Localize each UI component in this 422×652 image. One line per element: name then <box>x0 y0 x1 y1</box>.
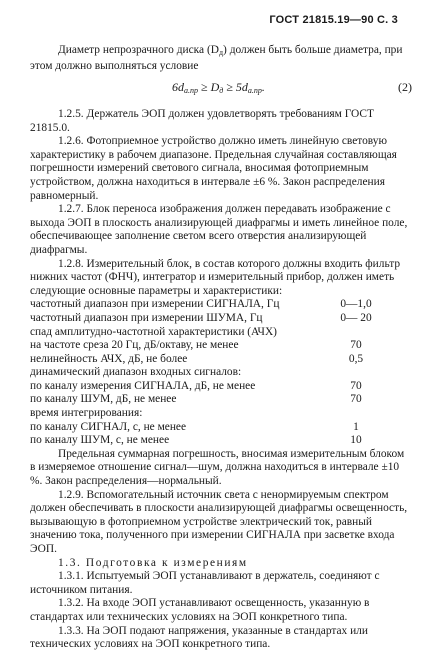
paragraph-1-2-5: 1.2.5. Держатель ЭОП должен удовлетворять требованиям ГОСТ 21815.0. <box>30 108 374 134</box>
formula-expression: $6d_{а.пр} \ge D_д \ge 5d_{а.пр}$. <box>172 80 265 95</box>
param-row: по каналу измерения СИГНАЛА, дБ, не менее 70 <box>30 379 362 392</box>
intro-part2: ) должен быть больше диаметра, при этом должно выполняться условие <box>30 44 403 72</box>
param-row: по каналу ШУМ, с, не менее 10 <box>30 434 362 447</box>
paragraph-1-2-8-tail: Предельная суммарная погрешность, вносимая измерительным блоком в измеряемое отношение сигнал—шум, должна находиться в интервале ±10 %. Закон распределения—нормальный. <box>30 447 405 488</box>
body-text <box>30 108 412 652</box>
paragraph-1-3-2: 1.3.2. На входе ЭОП устанавливают освещенность, указанную в стандартах или технических условиях на ЭОП конкретного типа. <box>30 597 370 623</box>
paragraph-1-3-3: 1.3.3. На ЭОП подают напряжения, указанные в стандартах или технических условиях на ЭОП конкретного типа. <box>30 624 368 651</box>
param-row: на частоте среза 20 Гц, дБ/октаву, не менее 70 <box>30 339 362 352</box>
page-header: ГОСТ 21815.19—90 С. 3 <box>269 14 398 26</box>
formula-2 <box>0 80 422 96</box>
paragraph-1-3-1: 1.3.1. Испытуемый ЭОП устанавливают в держатель, соединяют с источником питания. <box>30 570 380 596</box>
paragraph-1-2-9: 1.2.9. Вспомогательный источник света с ненормируемым спектром должен обеспечивать в плоскости анализирующей диафрагмы освещенность, вызывающую в фотоприемном устройстве электрический ток, равный значению тока, полученного при измерении СИГНАЛА при засветке входа ЭОП. <box>30 488 408 555</box>
paragraph-1-2-6: 1.2.6. Фотоприемное устройство должно иметь линейную световую характеристику в рабочем диапазоне. Предельная случайная составляющая погрешности измерений светового сигнала, вносимая фотоприемным устройством, должна находиться в интервале ±6 %. Закон распределения равномерный. <box>30 135 397 202</box>
param-row: по каналу СИГНАЛ, с, не менее 1 <box>30 420 359 433</box>
formula-number: (2) <box>398 80 412 94</box>
parameters-list <box>30 298 412 448</box>
section-heading-1-3: 1.3. Подготовка к измерениям <box>58 556 248 569</box>
param-row: спад амплитудно-частотной характеристики (АЧХ) <box>30 325 277 338</box>
intro-subscript: д <box>218 48 224 57</box>
paragraph-1-2-8: 1.2.8. Измерительный блок, в состав которого должны входить фильтр нижних частот (ФНЧ), интегратор и измерительный прибор, должен иметь следующие основные параметры и характеристики: <box>30 257 401 297</box>
param-row: динамический диапазон входных сигналов: <box>30 366 242 379</box>
param-row: частотный диапазон при измерении ШУМА, Гц 0— 20 <box>30 311 372 324</box>
param-row: нелинейность АЧХ, дБ, не более 0,5 <box>30 352 364 365</box>
intro-part1: Диаметр непрозрачного диска (D <box>58 44 219 56</box>
paragraph-1-2-7: 1.2.7. Блок переноса изображения должен передавать изображение с выхода ЭОП в плоскость анализирующей диафрагмы и иметь линейное поле, обеспечивающее заполнение светом всего отверстия анализирующей диафрагмы. <box>30 203 408 256</box>
intro-paragraph <box>30 44 412 73</box>
param-row: время интегрирования: <box>30 407 143 420</box>
param-row: по каналу ШУМ, дБ, не менее 70 <box>30 393 362 406</box>
param-row: частотный диапазон при измерении СИГНАЛА, Гц 0—1,0 <box>30 298 372 311</box>
